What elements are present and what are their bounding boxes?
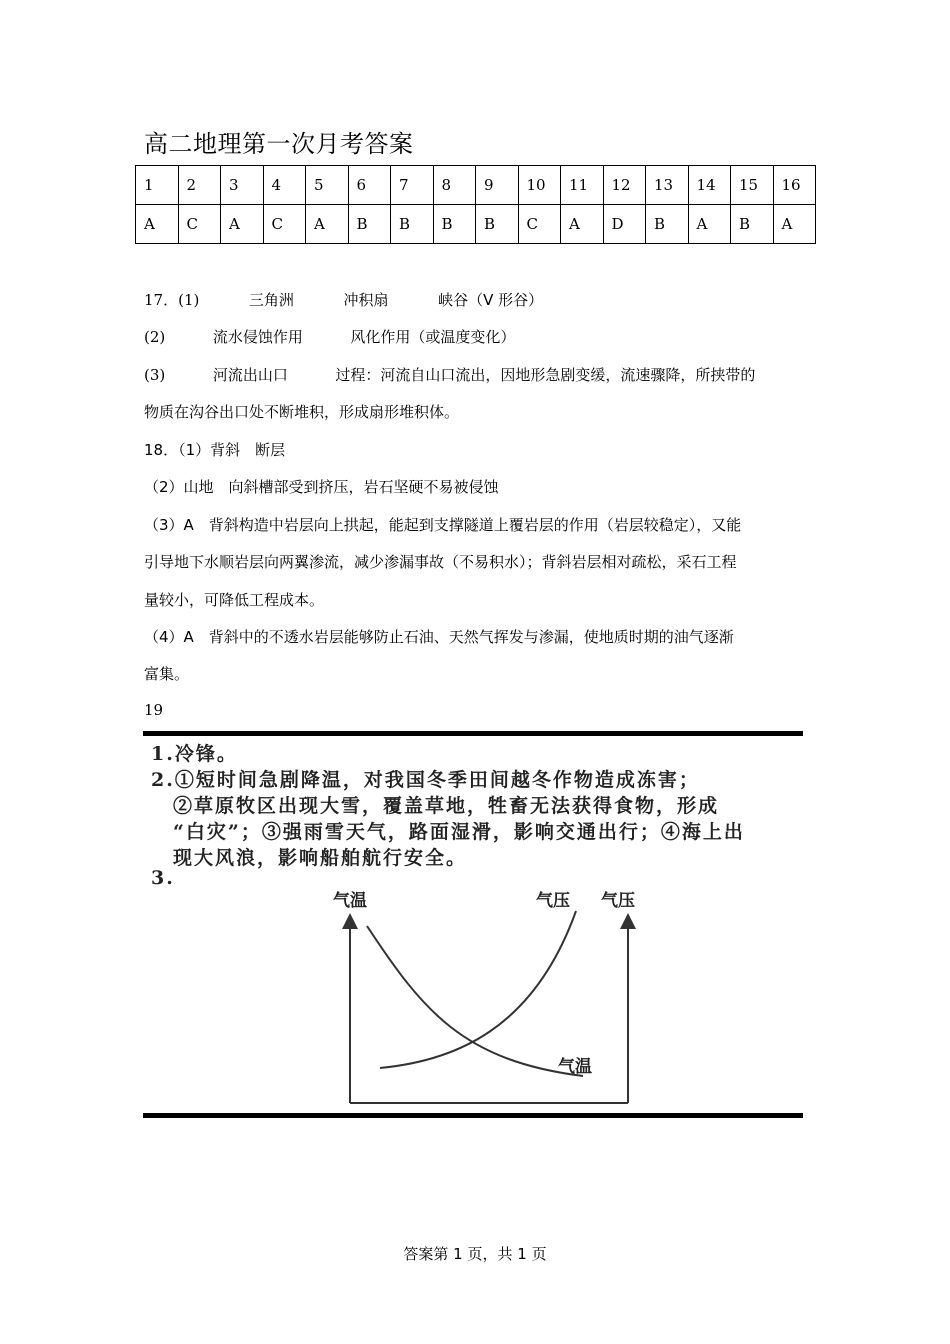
- q17-answer-alluvial-fan: 冲积扇: [343, 291, 389, 309]
- left-axis-label: 气温: [333, 891, 367, 911]
- q17-part2: [144, 326, 515, 347]
- temperature-pressure-graph: [143, 731, 803, 1121]
- question-number-cell: 3: [221, 166, 264, 205]
- question-number-cell: 16: [773, 166, 816, 205]
- q18-part3-line3: 量较小，可降低工程成本。: [144, 591, 325, 609]
- answer-cell: A: [688, 205, 731, 244]
- q18-part3-line1: （3）A 背斜构造中岩层向上拱起，能起到支撑隧道上覆岩层的作用（岩层较稳定），又能: [144, 516, 742, 534]
- q19-line4: “白灾”；③强雨雪天气，路面湿滑，影响交通出行；④海上出: [173, 821, 745, 843]
- answer-cell: B: [731, 205, 774, 244]
- question-number-cell: 15: [731, 166, 774, 205]
- question-number-cell: 4: [263, 166, 306, 205]
- q19-answer-image: [143, 731, 803, 1121]
- question-number-cell: 7: [391, 166, 434, 205]
- answer-cell: A: [561, 205, 604, 244]
- q19-line1: 1.冷锋。: [151, 743, 238, 765]
- figure-bottom-rule: [143, 1113, 803, 1118]
- q17-answer-delta: 三角洲: [248, 291, 294, 309]
- q17-part1-label: 17．(1): [144, 291, 200, 309]
- q19-line6: 3.: [151, 867, 175, 889]
- answer-table: [135, 165, 816, 244]
- answer-cell: A: [136, 205, 179, 244]
- q17-part3-continued: 物质在沟谷出口处不断堆积，形成扇形堆积体。: [144, 403, 460, 421]
- answer-cell: C: [178, 205, 221, 244]
- page-title: 高二地理第一次月考答案: [144, 130, 414, 158]
- q17-part1: [144, 289, 543, 310]
- q19-label: 19: [144, 701, 164, 719]
- answer-cell: A: [221, 205, 264, 244]
- q19-line2: 2.①短时间急剧降温，对我国冬季田间越冬作物造成冻害；: [151, 769, 700, 791]
- question-number-cell: 1: [136, 166, 179, 205]
- answer-cell: B: [646, 205, 689, 244]
- answer-table-answer-row: [136, 205, 816, 244]
- answer-cell: A: [773, 205, 816, 244]
- q17-part3-label: (3): [144, 366, 166, 384]
- answer-cell: C: [518, 205, 561, 244]
- answer-table-number-row: [136, 166, 816, 205]
- question-number-cell: 5: [306, 166, 349, 205]
- q18-part2: （2）山地 向斜槽部受到挤压，岩石坚硬不易被侵蚀: [144, 478, 499, 496]
- answer-cell: A: [306, 205, 349, 244]
- temperature-curve-label: 气温: [558, 1057, 592, 1077]
- question-number-cell: 11: [561, 166, 604, 205]
- q18-part4-line1: （4）A 背斜中的不透水岩层能够防止石油、天然气挥发与渗漏，使地质时期的油气逐渐: [144, 628, 734, 646]
- question-number-cell: 10: [518, 166, 561, 205]
- answer-cell: C: [263, 205, 306, 244]
- right-axis-label: 气压: [601, 891, 635, 911]
- q18-part3-line2: 引导地下水顺岩层向两翼渗流，减少渗漏事故（不易积水）；背斜岩层相对疏松，采石工程: [144, 553, 737, 571]
- q17-part2-label: (2): [144, 328, 166, 346]
- answer-cell: B: [433, 205, 476, 244]
- temperature-curve: [367, 926, 583, 1076]
- answer-cell: B: [476, 205, 519, 244]
- question-number-cell: 2: [178, 166, 221, 205]
- q17-answer-mountain-outlet: 河流出山口: [212, 366, 288, 384]
- pressure-curve-label: 气压: [536, 891, 570, 911]
- q18-part4-line2: 富集。: [144, 665, 190, 683]
- q19-line3: ②草原牧区出现大雪，覆盖草地，牲畜无法获得食物，形成: [173, 795, 720, 817]
- question-number-cell: 13: [646, 166, 689, 205]
- q17-answer-erosion: 流水侵蚀作用: [212, 328, 303, 346]
- answer-cell: D: [603, 205, 646, 244]
- question-number-cell: 6: [348, 166, 391, 205]
- q17-answer-process: 过程：河流自山口流出，因地形急剧变缓，流速骤降，所挟带的: [335, 366, 756, 384]
- page-footer: 答案第 1 页，共 1 页: [403, 1245, 547, 1263]
- q18-part1: 18．（1）背斜 断层: [144, 441, 286, 459]
- question-number-cell: 14: [688, 166, 731, 205]
- question-number-cell: 8: [433, 166, 476, 205]
- answer-cell: B: [348, 205, 391, 244]
- q19-line5: 现大风浪，影响船舶航行安全。: [173, 847, 468, 869]
- q17-answer-weathering: 风化作用（或温度变化）: [350, 328, 516, 346]
- question-number-cell: 12: [603, 166, 646, 205]
- answer-cell: B: [391, 205, 434, 244]
- q17-part3: [144, 364, 755, 385]
- q17-answer-gorge: 峡谷（V 形谷）: [438, 291, 544, 309]
- question-number-cell: 9: [476, 166, 519, 205]
